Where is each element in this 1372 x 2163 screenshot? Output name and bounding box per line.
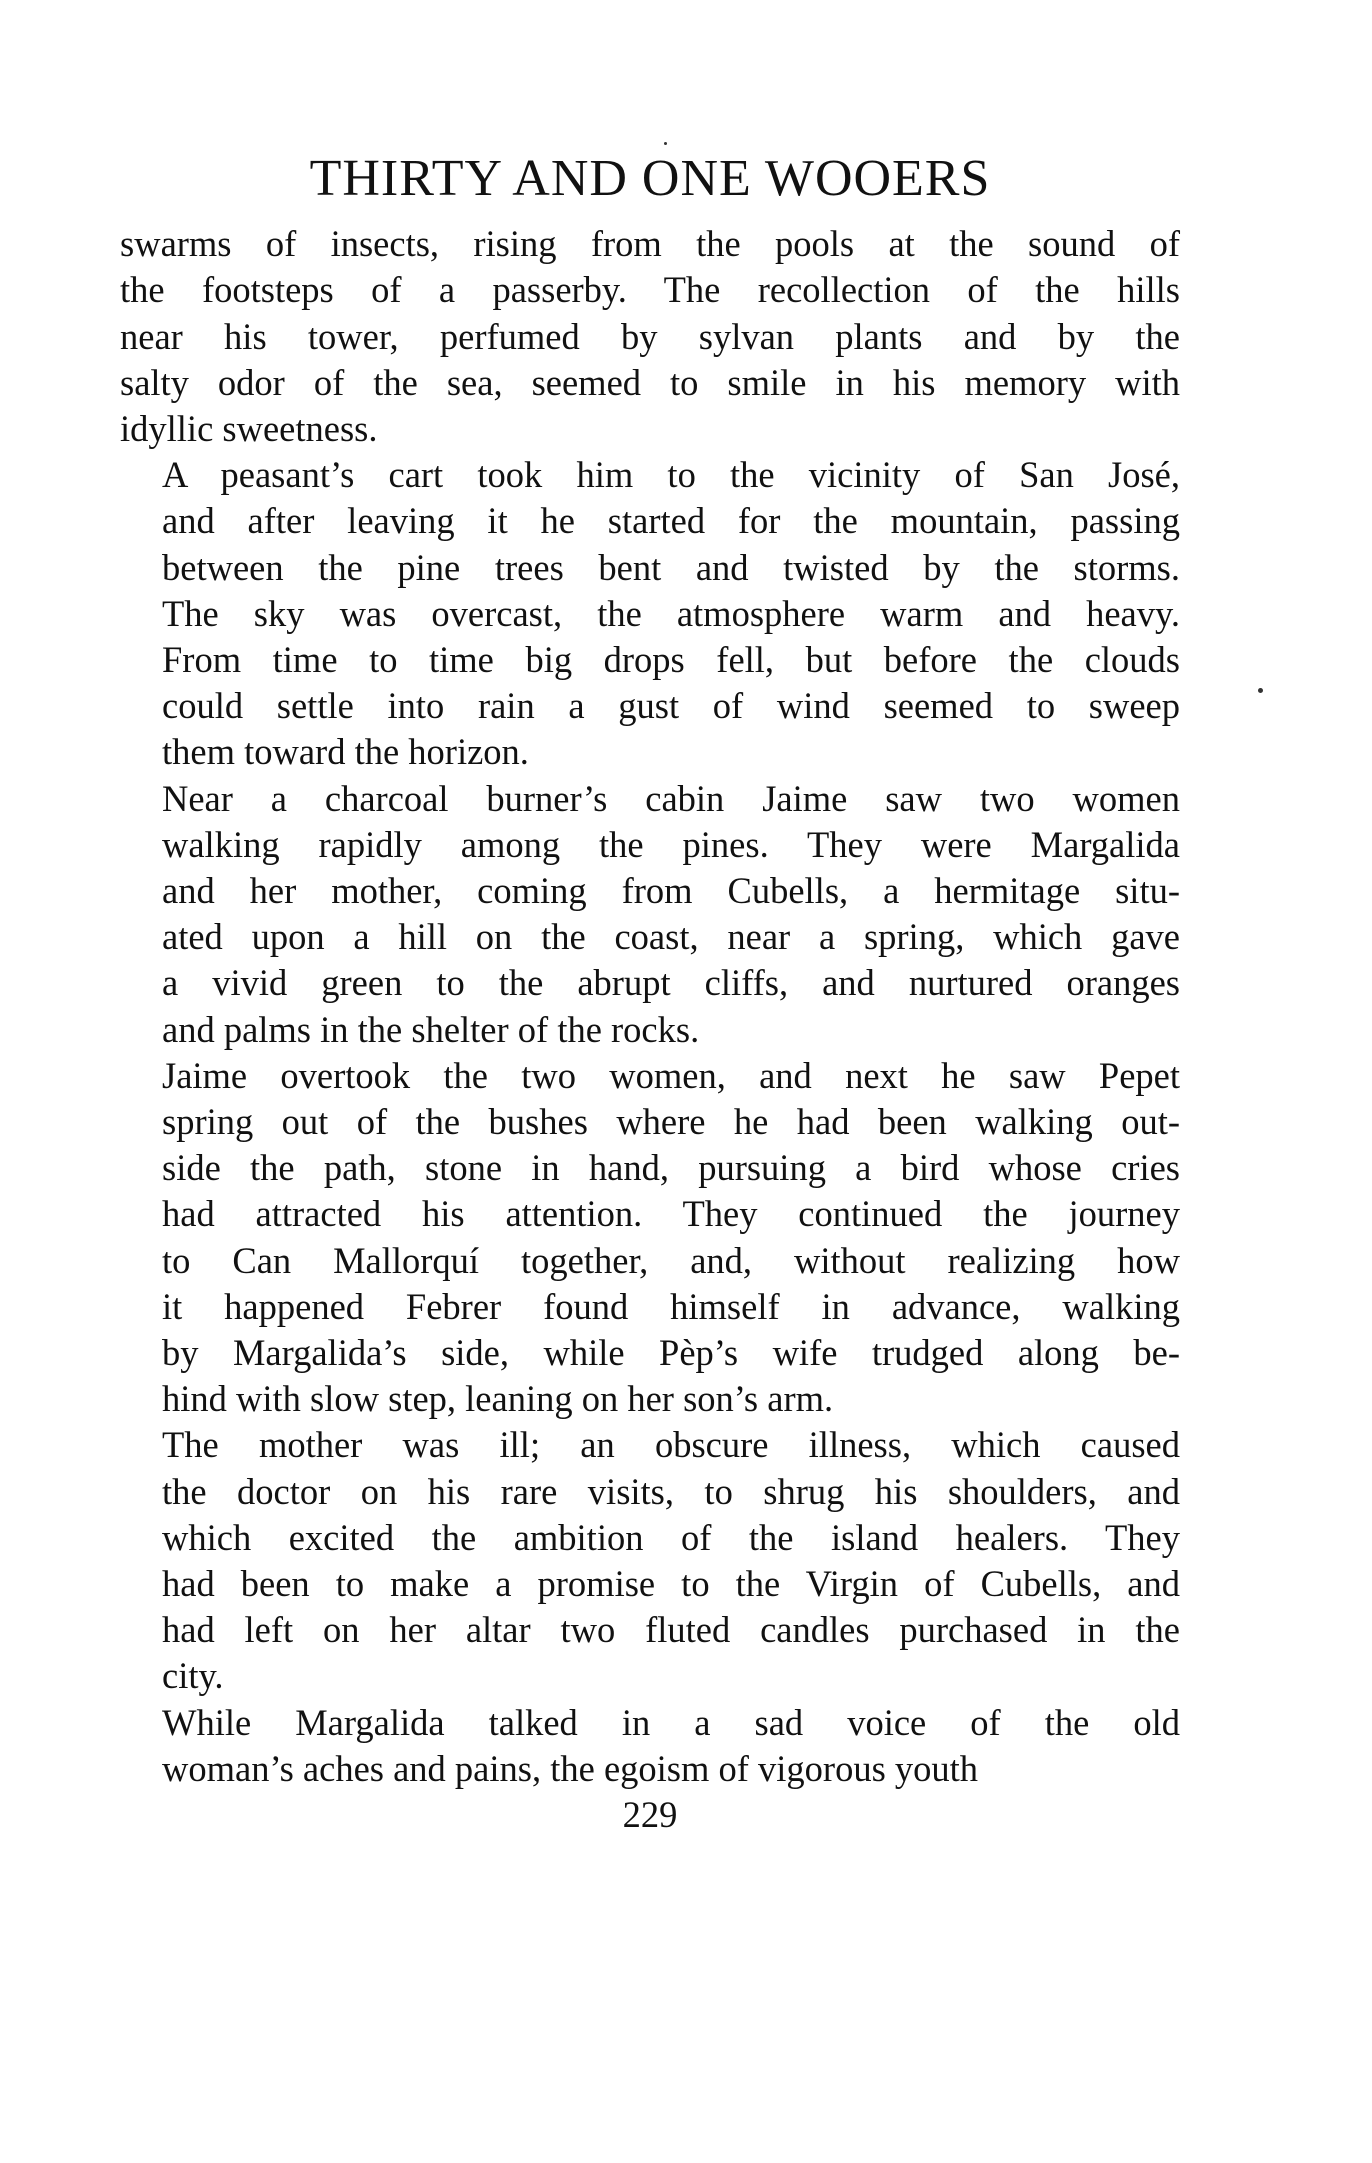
scan-speck [664,142,667,145]
text-line: it happened Febrer found himself in advance, walking [162,1285,1180,1327]
paragraph [120,221,1180,452]
text-line: A peasant’s cart took him to the vicinity of San José, [162,454,1180,496]
text-line: the doctor on his rare visits, to shrug his shoulders, and [162,1470,1180,1512]
text-line: While Margalida talked in a sad voice of the old [162,1701,1180,1743]
text-line: ated upon a hill on the coast, near a spring, which gave [162,916,1180,958]
text-line: near his tower, perfumed by sylvan plants and by the [120,315,1180,357]
text-line: salty odor of the sea, seemed to smile in his memory with [120,361,1180,403]
text-line: idyllic sweetness. [120,408,378,449]
text-line: a vivid green to the abrupt cliffs, and nurtured oranges [162,962,1180,1004]
text-line: swarms of insects, rising from the pools at the sound of [120,223,1180,265]
text-line: by Margalida’s side, while Pèp’s wife trudged along be- [162,1332,1180,1374]
text-line: to Can Mallorquí together, and, without realizing how [162,1239,1180,1281]
text-line: had left on her altar two fluted candles purchased in the [162,1609,1180,1651]
text-line: city. [162,1655,224,1697]
text-line: woman’s aches and pains, the egoism of vigorous youth [162,1747,979,1789]
text-line: the footsteps of a passerby. The recollection of the hills [120,269,1180,311]
page-number: 229 [622,1794,678,1836]
text-line: and after leaving it he started for the mountain, passing [162,500,1180,542]
text-line: had been to make a promise to the Virgin of Cubells, and [162,1563,1180,1605]
body-text [120,221,1180,1792]
text-line: could settle into rain a gust of wind seemed to sweep [162,685,1180,727]
text-line: had attracted his attention. They continued the journey [162,1193,1180,1235]
paragraph [120,1053,1180,1423]
text-line: Jaime overtook the two women, and next he saw Pepet [162,1054,1180,1096]
running-head: THIRTY AND ONE WOOERS [309,150,991,207]
text-line: between the pine trees bent and twisted by the storms. [162,546,1180,588]
text-line: side the path, stone in hand, pursuing a bird whose cries [162,1147,1180,1189]
paragraph [120,452,1180,775]
text-line: From time to time big drops fell, but before the clouds [162,639,1180,681]
paragraph [120,1700,1180,1792]
text-line: hind with slow step, leaning on her son’s arm. [162,1378,834,1420]
scan-speck [1258,688,1263,693]
text-line: spring out of the bushes where he had been walking out- [162,1101,1180,1143]
paragraph [120,776,1180,1053]
text-line: which excited the ambition of the island healers. They [162,1516,1180,1558]
text-line: them toward the horizon. [162,731,529,773]
text-line: walking rapidly among the pines. They were Margalida [162,823,1180,865]
text-line: and palms in the shelter of the rocks. [162,1008,700,1050]
text-line: The sky was overcast, the atmosphere warm and heavy. [162,592,1180,634]
paragraph [120,1422,1180,1699]
text-line: The mother was ill; an obscure illness, which caused [162,1424,1180,1466]
book-page [120,150,1180,1838]
text-line: and her mother, coming from Cubells, a hermitage situ- [162,870,1180,912]
text-line: Near a charcoal burner’s cabin Jaime saw two women [162,777,1180,819]
